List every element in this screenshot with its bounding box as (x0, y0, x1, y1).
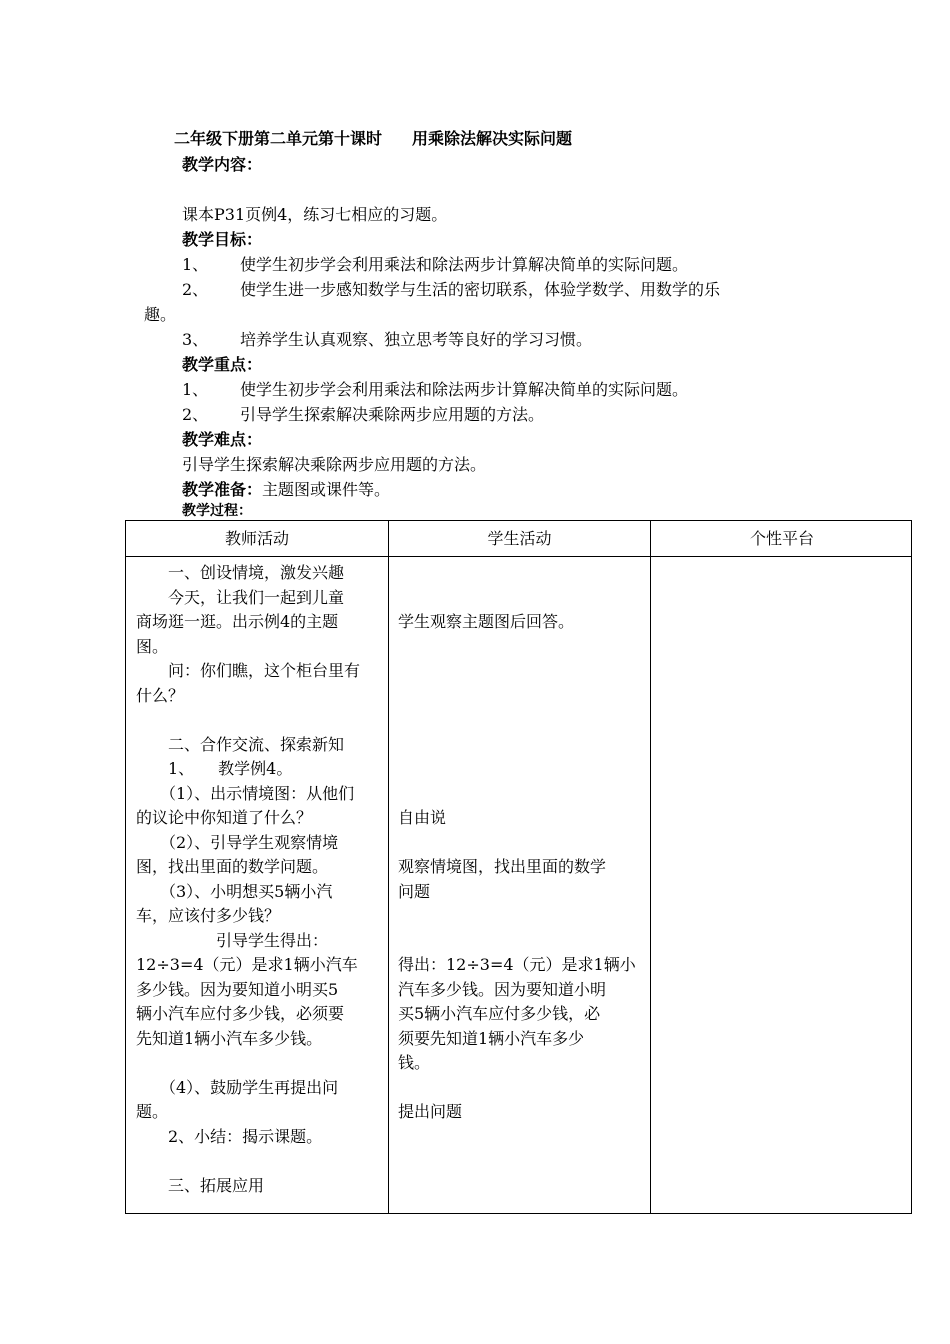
teacher-activity-line: 图，找出里面的数学问题。 (136, 857, 329, 876)
student-activity-line (398, 904, 636, 929)
teacher-activity-line: 什么？ (136, 685, 185, 705)
process-heading: 教学过程： (182, 503, 252, 519)
student-activity-line: 问题 (398, 881, 431, 901)
teacher-activity-line: 引导学生得出： (136, 930, 329, 950)
teacher-activity-line: （1）、出示情境图：从他们 (136, 783, 355, 803)
key-2-num: 2、 (182, 405, 209, 424)
student-activity-line (398, 1076, 636, 1101)
goal-3-text: 培养学生认真观察、独立思考等良好的学习习惯。 (240, 330, 593, 349)
student-activity-line: 得出：12÷3=4（元）是求1辆小 (398, 955, 636, 974)
lesson-process-table (125, 520, 912, 1214)
goal-1-text: 使学生初步学会利用乘法和除法两步计算解决简单的实际问题。 (240, 255, 689, 274)
teacher-activity-line: （2）、引导学生观察情境 (136, 832, 339, 852)
student-activity-line (398, 733, 636, 758)
student-activity-line: 买5辆小汽车应付多少钱，必 (398, 1004, 601, 1023)
student-activity-line: 提出问题 (398, 1102, 463, 1121)
student-activity-line: 自由说 (398, 808, 447, 827)
student-activity-line (398, 929, 636, 954)
teacher-activity-line (136, 1149, 360, 1174)
student-activity-line (398, 831, 636, 856)
teacher-activity-line: 二、合作交流、探索新知 (136, 734, 345, 754)
key-1 (182, 377, 688, 400)
teacher-activity-line: （4）、鼓励学生再提出问 (136, 1077, 339, 1097)
student-activity-line (398, 684, 636, 709)
student-activity-line (398, 708, 636, 733)
difficulty-heading: 教学难点： (182, 430, 263, 449)
teacher-activity-line: （3）、小明想买5辆小汽 (136, 881, 333, 901)
teacher-activity-line: 今天，让我们一起到儿童 (136, 587, 345, 607)
teacher-activity-line: 12÷3=4（元）是求1辆小汽车 (136, 955, 358, 974)
teacher-activity-line: 图。 (136, 636, 169, 656)
student-activity-line (398, 586, 636, 611)
goals-heading: 教学目标： (182, 230, 263, 249)
key-2 (182, 402, 544, 425)
column-divider (388, 521, 389, 1213)
title-left: 二年级下册第二单元第十课时 (174, 129, 383, 148)
goal-1-num: 1、 (182, 255, 209, 274)
preparation-text: 主题图或课件等。 (262, 480, 391, 499)
teacher-activity-line: 问：你们瞧，这个柜台里有 (136, 661, 361, 680)
key-1-text: 使学生初步学会利用乘法和除法两步计算解决简单的实际问题。 (240, 380, 689, 399)
key-2-text: 引导学生探索解决乘除两步应用题的方法。 (240, 405, 545, 424)
student-activity-line: 钱。 (398, 1053, 431, 1072)
student-activity-line: 观察情境图，找出里面的数学 (398, 857, 607, 876)
teacher-activity-line: 辆小汽车应付多少钱，必须要 (136, 1004, 345, 1023)
teacher-activity-line: 车，应该付多少钱？ (136, 906, 281, 925)
teacher-activity-line (136, 708, 360, 733)
teacher-activity-line: 三、拓展应用 (136, 1175, 265, 1195)
header-student-activity: 学生活动 (487, 529, 552, 548)
student-activity-line: 学生观察主题图后回答。 (398, 612, 575, 631)
teacher-activity-line: 多少钱。因为要知道小明买5 (136, 979, 339, 999)
header-teacher-activity: 教师活动 (224, 529, 289, 548)
teacher-activity-line: 的议论中你知道了什么？ (136, 808, 313, 827)
document-title (174, 126, 572, 149)
goal-3 (182, 327, 592, 350)
teacher-activity-line: 先知道1辆小汽车多少钱。 (136, 1028, 323, 1048)
teacher-activity-line: 一、创设情境，激发兴趣 (136, 563, 345, 582)
teacher-activity-line: 题。 (136, 1102, 169, 1121)
preparation-heading: 教学准备： (182, 480, 263, 499)
teacher-activity-line: 商场逛一逛。出示例4的主题 (136, 612, 339, 631)
column-divider (650, 521, 651, 1213)
goal-3-num: 3、 (182, 330, 209, 349)
goal-2-num: 2、 (182, 280, 209, 299)
student-activity-line (398, 561, 636, 586)
teacher-activity-line: 1、 教学例4。 (136, 759, 293, 778)
teacher-activity-line (136, 1051, 360, 1076)
header-personal-platform: 个性平台 (749, 529, 814, 548)
preparation (182, 477, 390, 500)
student-activity-line (398, 757, 636, 782)
goal-2-continued: 趣。 (144, 305, 177, 324)
title-right: 用乘除法解决实际问题 (412, 129, 573, 148)
key-heading: 教学重点： (182, 355, 263, 374)
student-activity-line (398, 635, 636, 660)
student-activity-line (398, 782, 636, 807)
key-1-num: 1、 (182, 380, 209, 399)
student-activity-line: 须要先知道1辆小汽车多少 (398, 1028, 585, 1048)
teacher-activity-line: 2、小结：揭示课题。 (136, 1126, 323, 1146)
content-heading: 教学内容： (182, 155, 263, 174)
difficulty-text: 引导学生探索解决乘除两步应用题的方法。 (182, 455, 487, 474)
goal-1 (182, 252, 688, 275)
goal-2-text: 使学生进一步感知数学与生活的密切联系，体验学数学、用数学的乐 (240, 280, 721, 299)
goal-2 (182, 277, 720, 300)
teacher-activity-cell (136, 561, 360, 1198)
student-activity-cell (398, 561, 636, 1125)
student-activity-line: 汽车多少钱。因为要知道小明 (398, 979, 607, 999)
student-activity-line (398, 659, 636, 684)
content-text: 课本P31页例4，练习七相应的习题。 (182, 205, 448, 224)
